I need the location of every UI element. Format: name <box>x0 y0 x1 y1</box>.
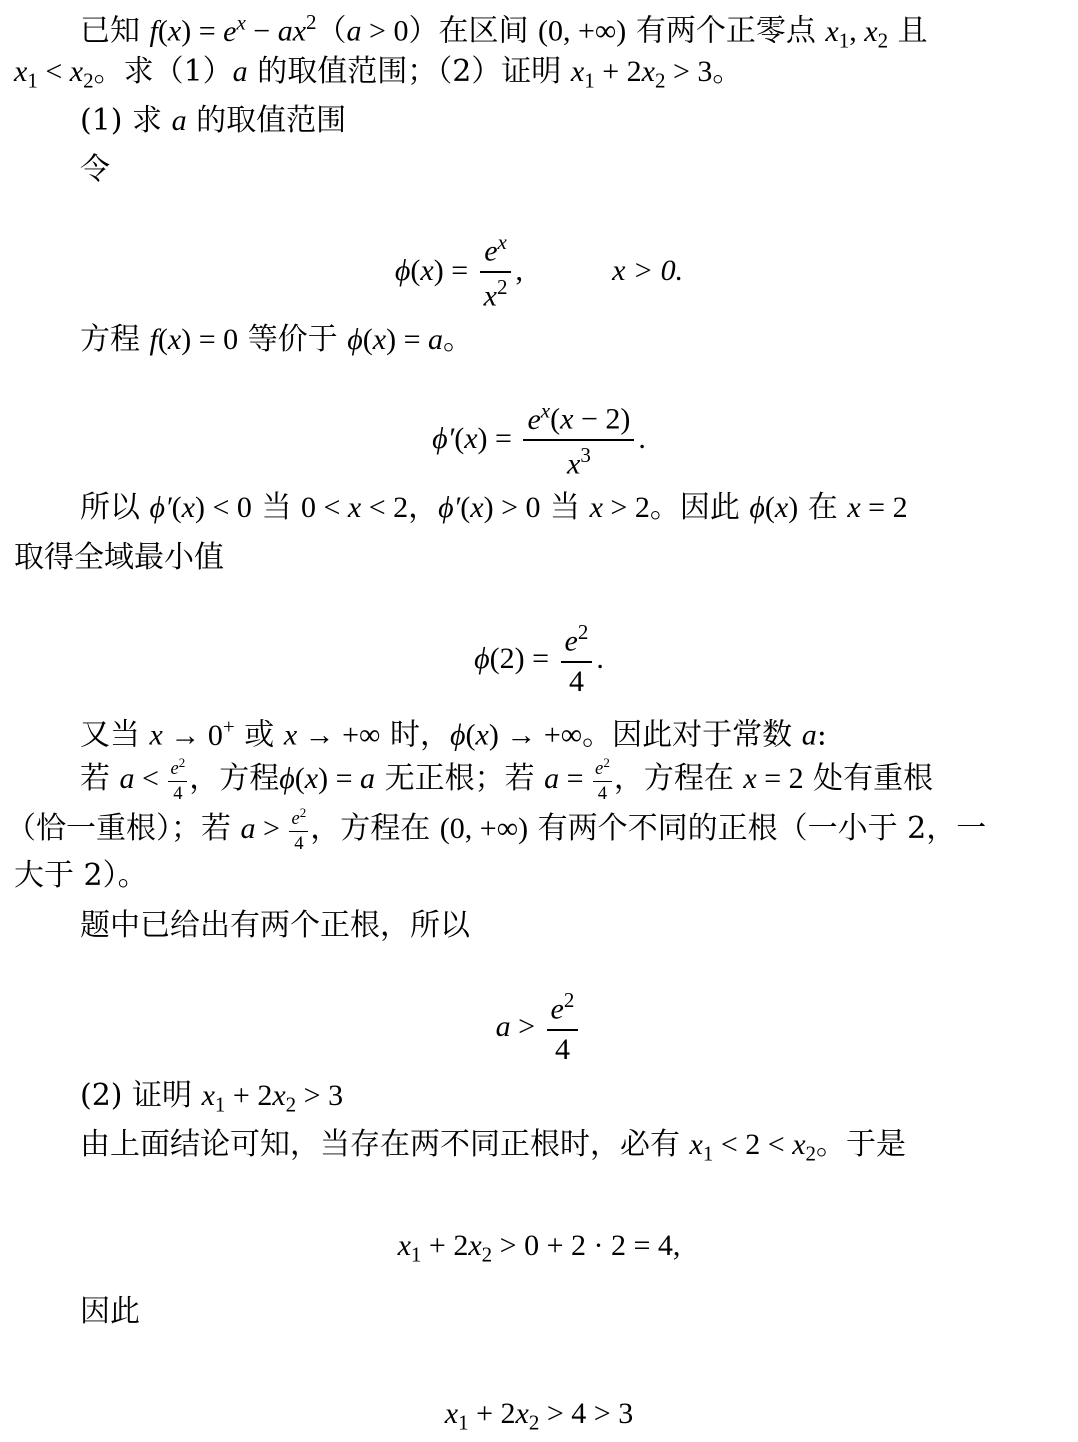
text: 令 <box>80 152 110 187</box>
text: 无正根；若 <box>384 760 535 796</box>
cases-line-1: 若 a < $\frac{e^2}{4}$ ，方程ϕ(x) = a 无正根；若 a = $\frac{e^2}{4}$ ，方程在 x = 2 处有重根 <box>80 755 934 804</box>
condition: x > 0. <box>612 254 684 288</box>
text: 取得全域最小值 <box>14 540 224 575</box>
text: 有两个正零点 <box>635 13 816 49</box>
text: 等价于 <box>247 322 338 357</box>
text: 所以 <box>80 490 140 525</box>
text: ， <box>408 490 439 525</box>
text: ）在区间 <box>408 13 529 49</box>
monotonic-line-1: 所以 ϕ′(x) < 0 当 0 < x < 2，ϕ′(x) > 0 当 x > 2。因此 ϕ(x) 在 x = 2 <box>80 490 908 525</box>
part1-title: (1) 求 a 的取值范围 <box>80 103 347 138</box>
text: 。 <box>712 54 743 89</box>
equation-final: $x_1 + 2x_2 > 4 > 3$ <box>444 1397 634 1435</box>
text: 的取值范围 <box>196 103 347 138</box>
text: 方程 <box>80 322 140 357</box>
text: 有两个不同的正根（一小于 2，一 <box>537 810 987 846</box>
equation-bound: $x_1 + 2x_2 > 0 + 2 \cdot 2 = 4$, <box>397 1229 681 1267</box>
equation-phi: ϕ(x) = $\frac{e^x}{x^2}$ , x > 0. <box>394 230 684 313</box>
text: 若 <box>80 760 110 796</box>
cases-line-3 <box>14 856 148 896</box>
conclusion-line: 由上面结论可知，当存在两不同正根时，必有 $x_1 < 2 < x_2$。于是 <box>80 1127 907 1166</box>
equiv-line: 方程 f(x) = 0 等价于 ϕ(x) = a。 <box>80 322 474 357</box>
text: 由上面结论可知，当存在两不同正根时，必有 <box>80 1127 680 1162</box>
text: 已知 <box>80 13 140 49</box>
text: （ <box>316 13 347 49</box>
monotonic-line-2 <box>14 538 224 578</box>
text: 因此 <box>80 1294 140 1329</box>
text: (2) 证明 <box>80 1078 193 1113</box>
cases-line-2: （恰一重根）；若 a > $\frac{e^2}{4}$ ，方程在 (0, +∞) 有两个不同的正根（一小于 2，一 <box>6 805 987 854</box>
text: 在 <box>807 490 838 525</box>
text: 。因此对于常数 <box>582 717 793 753</box>
therefore-line <box>80 1292 140 1332</box>
text: 又当 <box>80 717 140 753</box>
text: ，方程 <box>189 760 280 796</box>
text: 。于是 <box>816 1127 907 1162</box>
text: （恰一重根）；若 <box>6 810 231 846</box>
problem-line-2: $x_1 < x_2$。求（1）a 的取值范围；（2）证明 $x_1 + 2x_2 > 3$。 <box>14 54 743 93</box>
equation-a-range: a > $\frac{e^2}{4}$ <box>0 988 1078 1068</box>
text: ，方程在 <box>613 760 734 796</box>
equation-minimum: ϕ(2) = $\frac{e^2}{4}$ . <box>474 620 604 699</box>
text: 时， <box>390 717 450 753</box>
text: 当 <box>550 490 581 525</box>
text: 题中已给出有两个正根，所以 <box>80 908 470 943</box>
text: 处有重根 <box>813 760 934 796</box>
text: 的取值范围；（2）证明 <box>257 54 562 89</box>
equation-derivative: ϕ′(x) = $\frac{e^x(x - 2)}{x^3}$ . <box>432 398 646 481</box>
limits-line: 又当 x → 0+ 或 x → +∞ 时，ϕ(x) → +∞。因此对于常数 a: <box>80 714 827 753</box>
problem-line-1: 已知 $f(x) = e^x - ax^2(a > 0)$在区间 (0, +∞) 有两个正零点 $x_1$, $x_2$ 且 <box>80 10 928 52</box>
part2-title: (2) 证明 $x_1 + 2x_2 > 3$ <box>80 1078 344 1117</box>
text: 。 <box>443 322 474 357</box>
text: 。因此 <box>649 490 740 525</box>
let-line <box>80 150 110 190</box>
given-line <box>80 906 470 946</box>
text: ，方程在 <box>310 810 431 846</box>
text: (1) 求 <box>80 103 163 138</box>
text: : <box>816 717 827 753</box>
text: 。求（1） <box>93 54 233 89</box>
text: 或 <box>244 717 275 753</box>
text: 大于 2）。 <box>14 858 148 893</box>
text: 且 <box>897 13 928 49</box>
text: 当 <box>261 490 292 525</box>
